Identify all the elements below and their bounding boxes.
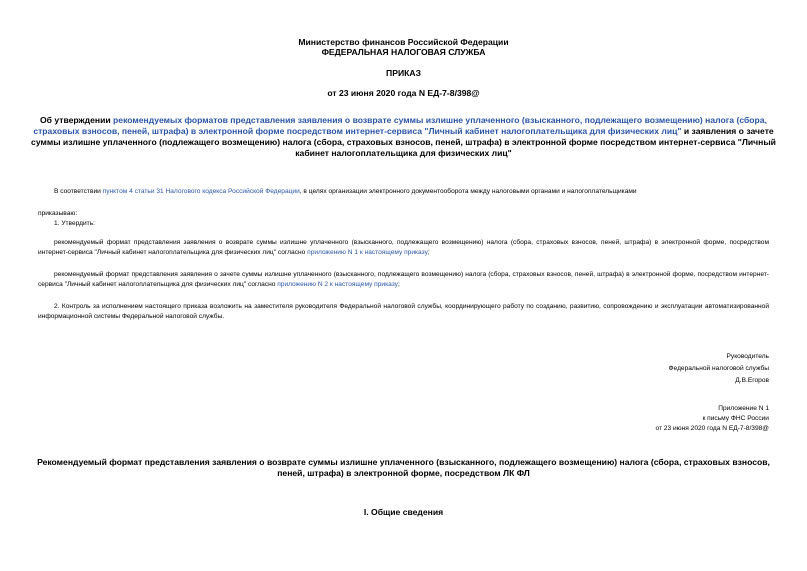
paragraph-basis xyxy=(38,187,769,197)
p5-post: ; xyxy=(397,280,400,288)
ministry-heading: Министерство финансов Российской Федерации xyxy=(298,37,509,47)
paragraph-order: приказываю: xyxy=(38,210,78,217)
date-number-heading: от 23 июня 2020 года N ЕД-7-8/398@ xyxy=(327,88,480,98)
p4-pre: рекомендуемый формат представления заявления о возврате суммы излишне уплаченного (взысканного, подлежащего возмещению) налога (сбора, страховых взносов, пеней, штрафа) в электронной форме, посредством интернет-сервиса "Личный кабинет налогоплательщика для физических лиц" согласно xyxy=(38,239,769,256)
paragraph-format-2 xyxy=(38,270,769,289)
appendix-date: от 23 июня 2020 года N ЕД-7-8/398@ xyxy=(655,425,769,432)
doc-type-heading: ПРИКАЗ xyxy=(386,68,421,78)
service-heading: ФЕДЕРАЛЬНАЯ НАЛОГОВАЯ СЛУЖБА xyxy=(321,47,486,57)
section-title: I. Общие сведения xyxy=(363,507,444,517)
p1-post: , в целях организации электронного документооборота между налоговыми органами и налогоплательщиками xyxy=(299,188,637,195)
appendix-1-link[interactable]: приложению N 1 к настоящему приказу xyxy=(307,248,428,256)
appendix-label: Приложение N 1 xyxy=(718,405,769,412)
title-suffix: и заявления о зачете суммы излишне уплаченного (подлежащего возмещению) налога (сбора, страховых взносов, пеней, штрафа) в электронной форме посредством интернет-сервиса "Личный кабинет налогоплательщика для физических лиц" xyxy=(31,126,776,158)
p1-pre: В соответствии xyxy=(54,188,103,195)
appendix-ref: к письму ФНС России xyxy=(702,415,769,422)
p5-pre: рекомендуемый формат представления заявления о зачете суммы излишне уплаченного (взысканного, подлежащего возмещению) налога (сбора, страховых взносов, пеней, штрафа) в электронной форме, посредством интернет-сервиса "Личный кабинет налогоплательщика для физических лиц" согласно xyxy=(38,271,769,288)
paragraph-control: 2. Контроль за исполнением настоящего приказа возложить на заместителя руководителя Федеральной налоговой службы, координирующего работу по созданию, развитию, сопровождению и эксплуатации автоматизированной информационной системы Федеральной налоговой службы. xyxy=(38,303,769,320)
signature-name: Д.В.Егоров xyxy=(735,377,769,384)
appendix-2-link[interactable]: приложению N 2 к настоящему приказу xyxy=(277,280,398,288)
tax-code-link[interactable]: пунктом 4 статьи 31 Налогового кодекса Российской Федерации xyxy=(102,188,300,195)
signature-title: Руководитель xyxy=(726,353,769,360)
order-title xyxy=(30,115,777,159)
title-prefix: Об утверждении xyxy=(40,115,111,125)
title-link[interactable]: рекомендуемых форматов представления заявления о возврате суммы излишне уплаченного (взысканного, подлежащего возмещению) налога (сбора, страховых взносов, пеней, штрафа) в электронной форме посредством интернет-сервиса "Личный кабинет налогоплательщика для физических лиц" xyxy=(33,115,767,136)
paragraph-approve: 1. Утвердить: xyxy=(54,220,95,227)
p4-post: ; xyxy=(427,248,430,256)
format-title: Рекомендуемый формат представления заявления о возврате суммы излишне уплаченного (взысканного, подлежащего возмещению) налога (сбора, страховых взносов, пеней, штрафа) в электронной форме, посредством ЛК ФЛ xyxy=(37,457,770,478)
signature-org: Федеральной налоговой службы xyxy=(668,365,769,372)
paragraph-format-1 xyxy=(38,238,769,257)
